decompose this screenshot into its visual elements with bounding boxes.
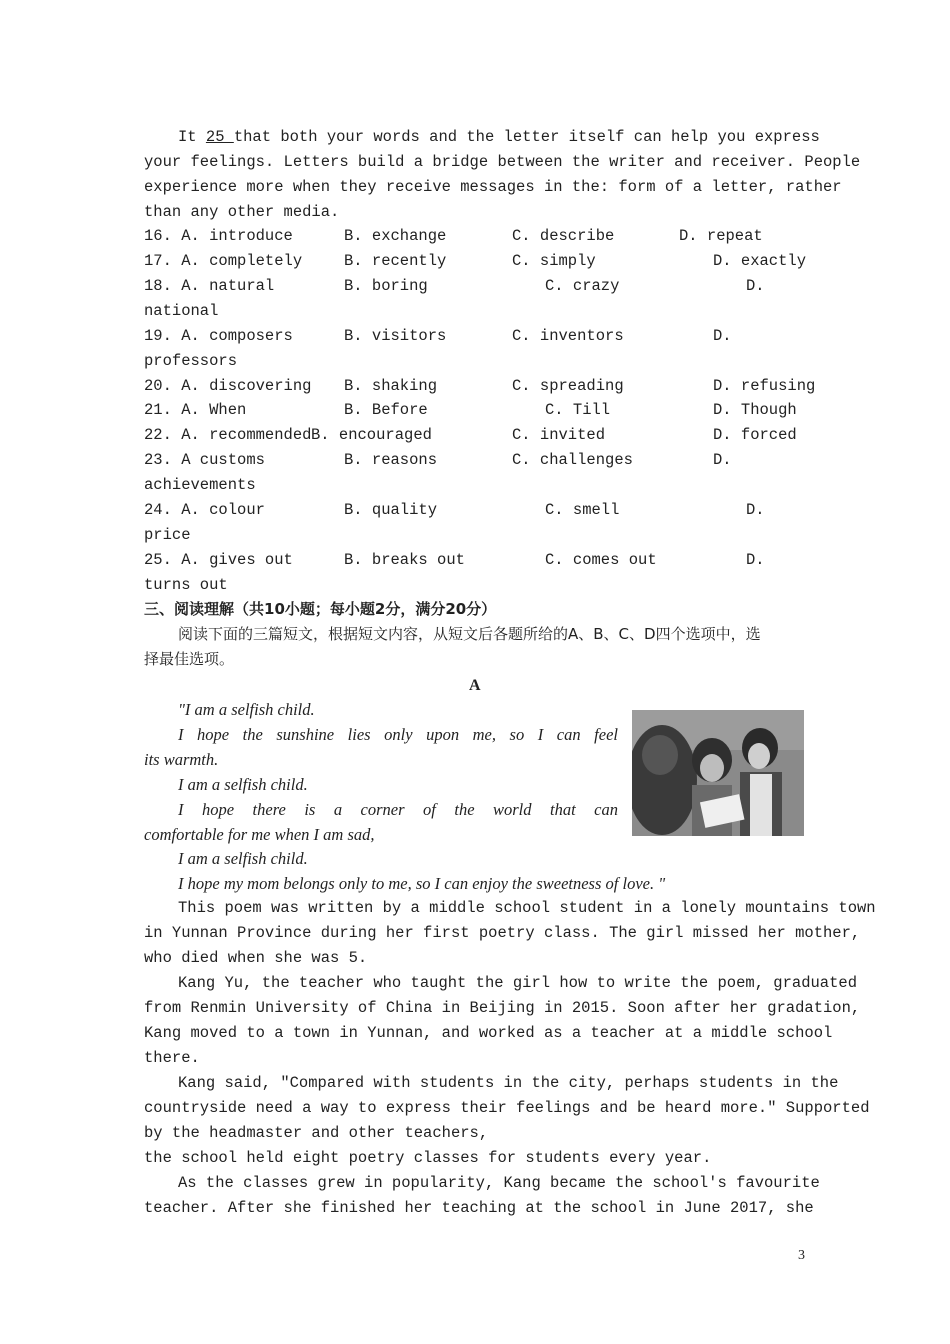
photo-image bbox=[632, 710, 804, 836]
option-d: D. bbox=[713, 451, 732, 469]
paragraph-line: teacher. After she finished her teaching at the school in June 2017, she bbox=[144, 1199, 814, 1217]
poem-line: its warmth. bbox=[144, 750, 219, 769]
option-c: C. Till bbox=[545, 401, 611, 419]
option-a: 24. A. colour bbox=[144, 501, 265, 519]
section-heading: 三、阅读理解（共10小题；每小题2分，满分20分） bbox=[144, 600, 497, 618]
option-b: B. exchange bbox=[344, 227, 447, 245]
option-b: B. reasons bbox=[344, 451, 438, 469]
option-c: C. smell bbox=[545, 501, 620, 519]
option-a: 17. A. completely bbox=[144, 252, 303, 270]
question-18-wrap bbox=[144, 299, 806, 324]
option-c: C. simply bbox=[512, 252, 596, 270]
paragraph-2 bbox=[144, 971, 861, 1071]
intro-paragraph bbox=[144, 125, 861, 225]
blank-25: 25 bbox=[205, 128, 234, 146]
option-d: D. repeat bbox=[679, 227, 763, 245]
paragraph-line: in Yunnan Province during her first poetry class. The girl missed her mother, bbox=[144, 924, 861, 942]
option-c: C. crazy bbox=[545, 277, 620, 295]
option-c: C. inventors bbox=[512, 327, 624, 345]
option-c: C. describe bbox=[512, 227, 615, 245]
paragraph-line: Kang Yu, the teacher who taught the girl how to write the poem, graduated bbox=[178, 974, 858, 992]
option-d: D. Though bbox=[713, 401, 797, 419]
intro-line-3: experience more when they receive messages in the: form of a letter, rather bbox=[144, 178, 842, 196]
option-d: D. bbox=[713, 327, 732, 345]
question-20 bbox=[144, 374, 816, 399]
question-21 bbox=[144, 398, 806, 423]
option-a: 16. A. introduce bbox=[144, 227, 293, 245]
option-a: 18. A. natural bbox=[144, 277, 275, 295]
paragraph-3 bbox=[144, 1071, 870, 1171]
paragraph-line: Kang moved to a town in Yunnan, and worked as a teacher at a middle school bbox=[144, 1024, 833, 1042]
option-a: 19. A. composers bbox=[144, 327, 293, 345]
option-d: D. forced bbox=[713, 426, 797, 444]
paragraph-1 bbox=[144, 896, 876, 971]
option-d-text: national bbox=[144, 302, 219, 320]
paragraph-line: Kang said, "Compared with students in the city, perhaps students in the bbox=[178, 1074, 839, 1092]
question-25 bbox=[144, 548, 806, 573]
option-d-text: turns out bbox=[144, 576, 228, 594]
paragraph-4 bbox=[144, 1171, 820, 1221]
question-23-wrap bbox=[144, 473, 806, 498]
option-b: B. breaks out bbox=[344, 551, 465, 569]
option-b: B. boring bbox=[344, 277, 428, 295]
paragraph-line: countryside need a way to express their feelings and be heard more." Supported bbox=[144, 1099, 870, 1117]
intro-line-2: your feelings. Letters build a bridge between the writer and receiver. People bbox=[144, 153, 861, 171]
option-c: C. challenges bbox=[512, 451, 633, 469]
option-a: 21. A. When bbox=[144, 401, 247, 419]
question-22 bbox=[144, 423, 806, 448]
instruction-line-2: 择最佳选项。 bbox=[144, 650, 235, 668]
option-a: 22. A. recommended bbox=[144, 426, 312, 444]
passage-label: A bbox=[469, 677, 481, 694]
poem-line: I am a selfish child. bbox=[178, 775, 308, 794]
poem-line: I am a selfish child. bbox=[178, 849, 308, 868]
option-b: B. Before bbox=[344, 401, 428, 419]
question-17 bbox=[144, 249, 806, 274]
question-25-wrap bbox=[144, 573, 806, 598]
question-19 bbox=[144, 324, 806, 349]
option-d: D. bbox=[746, 277, 765, 295]
option-b: B. encouraged bbox=[311, 426, 432, 444]
option-d-text: professors bbox=[144, 352, 238, 370]
option-a: 23. A customs bbox=[144, 451, 265, 469]
question-23 bbox=[144, 448, 806, 473]
option-d: D. bbox=[746, 551, 765, 569]
option-c: C. comes out bbox=[545, 551, 657, 569]
question-18 bbox=[144, 274, 806, 299]
paragraph-line: by the headmaster and other teachers, bbox=[144, 1124, 489, 1142]
intro-line-1: It 25 that both your words and the letter itself can help you express bbox=[178, 128, 820, 146]
option-d: D. refusing bbox=[713, 377, 816, 395]
paragraph-line: there. bbox=[144, 1049, 200, 1067]
option-a: 25. A. gives out bbox=[144, 551, 293, 569]
poem-line: comfortable for me when I am sad, bbox=[144, 825, 375, 844]
option-d-text: price bbox=[144, 526, 191, 544]
page-number: 3 bbox=[798, 1248, 805, 1263]
question-24 bbox=[144, 498, 806, 523]
option-b: B. shaking bbox=[344, 377, 438, 395]
option-b: B. recently bbox=[344, 252, 447, 270]
intro-line-4: than any other media. bbox=[144, 203, 340, 221]
paragraph-line: who died when she was 5. bbox=[144, 949, 368, 967]
paragraph-line: As the classes grew in popularity, Kang became the school's favourite bbox=[178, 1174, 820, 1192]
paragraph-line: This poem was written by a middle school student in a lonely mountains town bbox=[178, 899, 876, 917]
poem-line: "I am a selfish child. bbox=[178, 700, 315, 719]
question-19-wrap bbox=[144, 349, 806, 374]
option-a: 20. A. discovering bbox=[144, 377, 312, 395]
photo-teacher-and-students bbox=[632, 710, 804, 836]
option-c: C. invited bbox=[512, 426, 606, 444]
poem-line: I hope the sunshine lies only upon me, so I can feel bbox=[178, 725, 618, 744]
option-b: B. quality bbox=[344, 501, 438, 519]
poem-line: I hope there is a corner of the world that can bbox=[178, 800, 618, 819]
option-d-text: achievements bbox=[144, 476, 256, 494]
option-d: D. bbox=[746, 501, 765, 519]
question-16 bbox=[144, 224, 806, 249]
option-d: D. exactly bbox=[713, 252, 807, 270]
option-c: C. spreading bbox=[512, 377, 624, 395]
question-24-wrap bbox=[144, 523, 806, 548]
instruction-line-1: 阅读下面的三篇短文，根据短文内容，从短文后各题所给的A、B、C、D四个选项中，选 bbox=[178, 625, 761, 643]
poem-line: I hope my mom belongs only to me, so I can enjoy the sweetness of love. " bbox=[178, 874, 666, 893]
option-b: B. visitors bbox=[344, 327, 447, 345]
paragraph-line: from Renmin University of China in Beijing in 2015. Soon after her gradation, bbox=[144, 999, 861, 1017]
paragraph-line: the school held eight poetry classes for students every year. bbox=[144, 1149, 712, 1167]
